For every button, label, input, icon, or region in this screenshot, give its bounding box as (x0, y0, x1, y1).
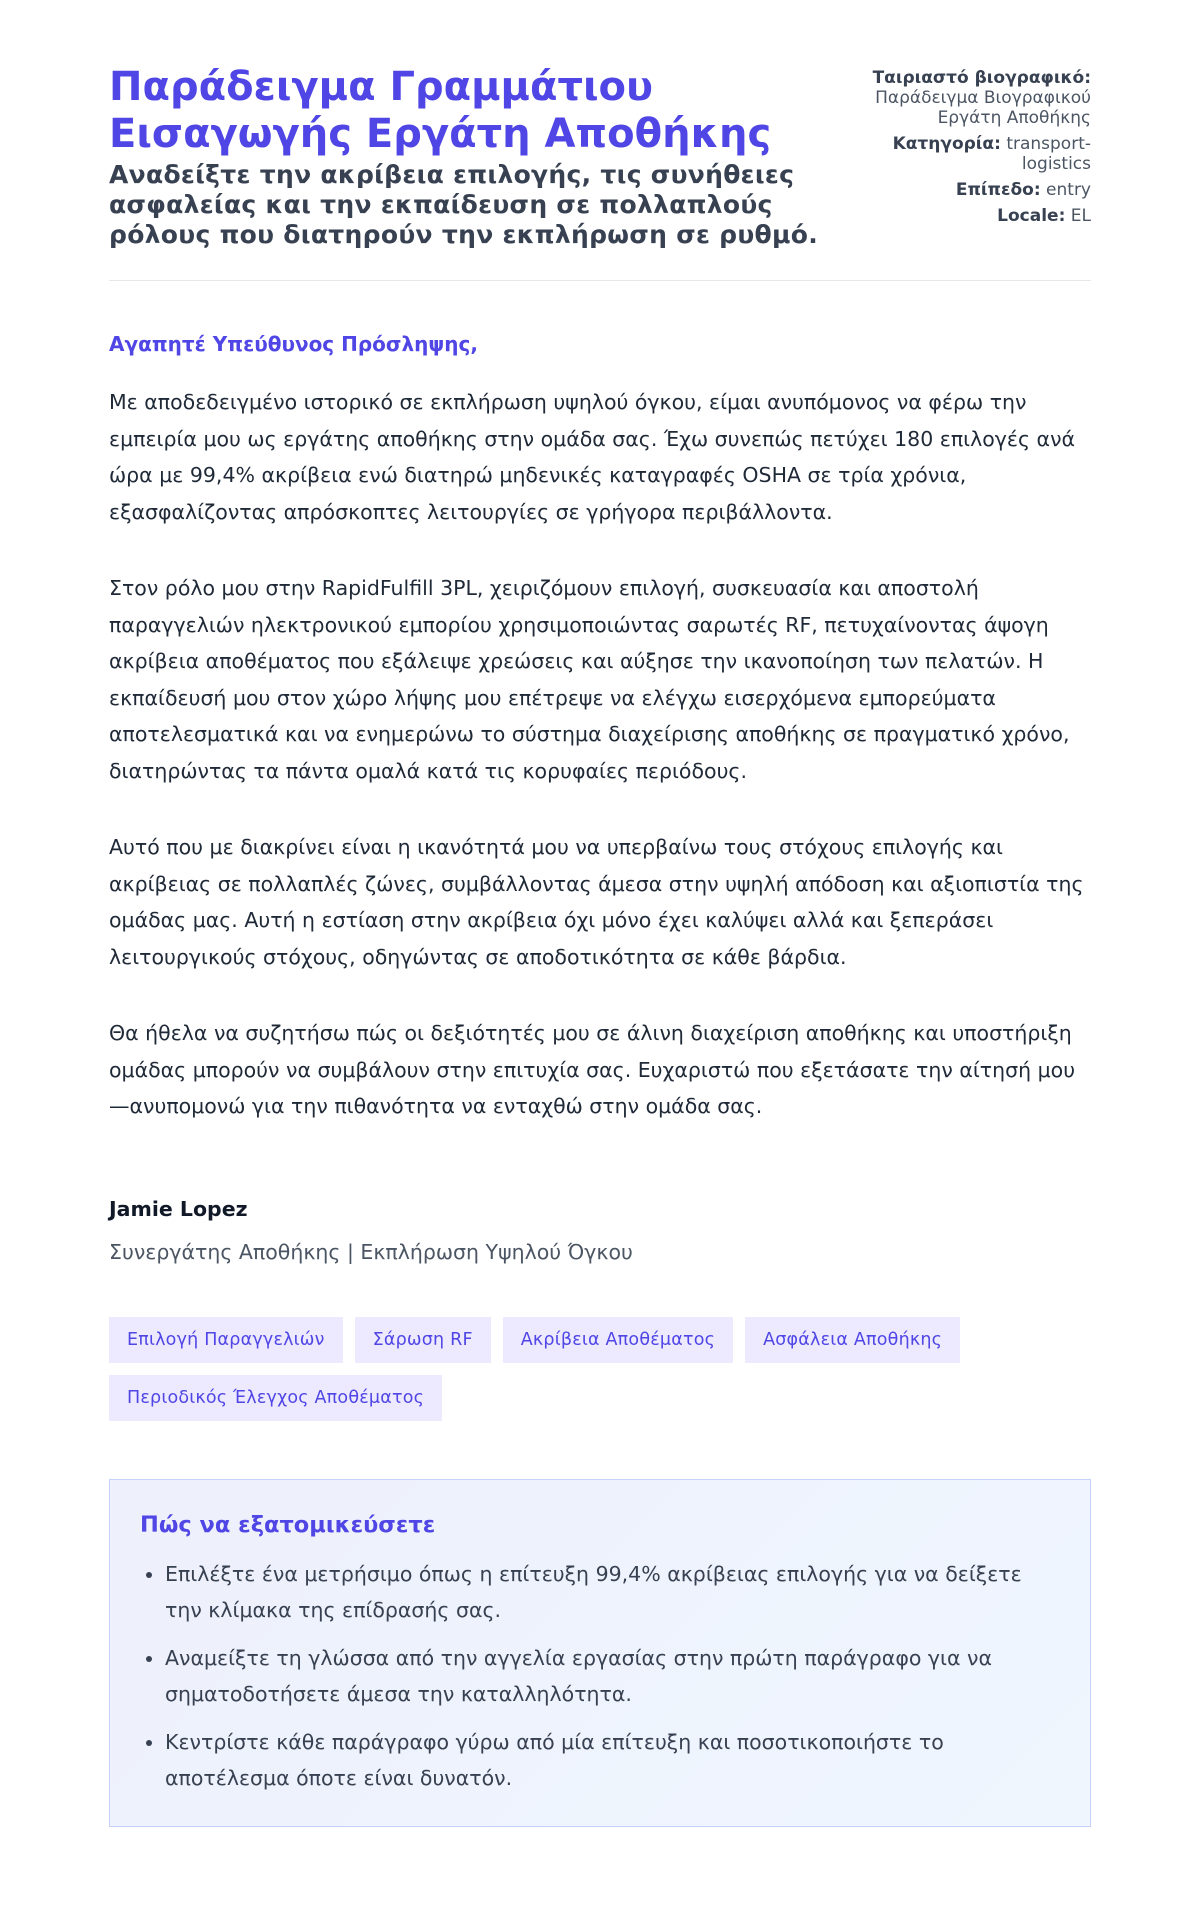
skill-tag: Σάρωση RF (355, 1317, 491, 1363)
letter-body (109, 330, 1091, 1125)
letter-paragraph: Θα ήθελα να συζητήσω πώς οι δεξιότητές μου σε άλινη διαχείριση αποθήκης και υποστήριξη ομάδας μπορούν να συμβάλουν στην επιτυχία σας. Ευχαριστώ που εξετάσατε την αίτησή μου—ανυπομονώ για την πιθανότητα να ενταχθώ στην ομάδα σας. (109, 1021, 1076, 1118)
skill-tag: Ασφάλεια Αποθήκης (745, 1317, 960, 1363)
meta-category-key: Κατηγορία: (892, 134, 1001, 154)
signature-name: Jamie Lopez (109, 1196, 248, 1221)
meta-locale-key: Locale: (997, 206, 1066, 226)
tips-item: • Επιλέξτε ένα μετρήσιμο όπως η επίτευξη 99,4% ακρίβειας επιλογής για να δείξετε την κλίμακα της επίδρασής σας. (165, 1556, 1060, 1628)
tips-item: • Αναμείξτε τη γλώσσα από την αγγελία εργασίας στην πρώτη παράγραφο για να σηματοδοτήσετε άμεσα την καταλληλότητα. (165, 1640, 1060, 1712)
meta-resume-value: Παράδειγμα Βιογραφικού Εργάτη Αποθήκης (875, 88, 1091, 128)
tips-item: • Κεντρίστε κάθε παράγραφο γύρω από μία επίτευξη και ποσοτικοποιήστε το αποτέλεσμα όποτε είναι δυνατόν. (165, 1724, 1060, 1796)
tips-box (109, 1479, 1091, 1827)
page-header (109, 64, 1091, 281)
meta-locale-value: EL (1070, 206, 1091, 226)
meta-resume-key: Ταιριαστό βιογραφικό: (872, 68, 1091, 88)
meta-resume (861, 68, 1091, 128)
salutation: Αγαπητέ Υπεύθυνος Πρόσληψης, (109, 332, 478, 356)
meta-panel (861, 68, 1091, 232)
letter-paragraph: Με αποδεδειγμένο ιστορικό σε εκπλήρωση υψηλού όγκου, είμαι ανυπόμονος να φέρω την εμπειρία μου ως εργάτης αποθήκης στην ομάδα σας. Έχω συνεπώς πετύχει 180 επιλογές ανά ώρα με 99,4% ακρίβεια ενώ διατηρώ μηδενικές καταγραφές OSHA σε τρία χρόνια, εξασφαλίζοντας απρόσκοπτες λειτουργίες σε γρήγορα περιβάλλοντα. (109, 390, 1076, 524)
header-titles (109, 64, 849, 250)
page-subtitle: Αναδείξτε την ακρίβεια επιλογής, τις συνήθειες ασφαλείας και την εκπαίδευση σε πολλαπλούς ρόλους που διατηρούν την εκπλήρωση σε ρυθμό. (109, 160, 819, 249)
letter-paragraph: Στον ρόλο μου στην RapidFulfill 3PL, χειριζόμουν επιλογή, συσκευασία και αποστολή παραγγελιών ηλεκτρονικού εμπορίου χρησιμοποιώντας σαρωτές RF, πετυχαίνοντας άψογη ακρίβεια αποθέματος που εξάλειψε χρεώσεις και αύξησε την ικανοποίηση των πελατών. Η εκπαίδευσή μου στον χώρο λήψης μου επέτρεψε να ελέγχω εισερχόμενα εμπορεύματα αποτελεσματικά και να ενημερώνω το σύστημα διαχείρισης αποθήκης σε πραγματικό χρόνο, διατηρώντας τα πάντα ομαλά κατά τις κορυφαίες περιόδους. (109, 576, 1070, 783)
tips-list (140, 1556, 1060, 1796)
meta-level (861, 180, 1091, 200)
meta-locale (861, 206, 1091, 226)
meta-category (861, 134, 1091, 174)
signature-block (109, 1194, 1091, 1267)
meta-level-value: entry (1046, 180, 1091, 200)
letter-paragraph: Αυτό που με διακρίνει είναι η ικανότητά μου να υπερβαίνω τους στόχους επιλογής και ακρίβειας σε πολλαπλές ζώνες, συμβάλλοντας άμεσα στην υψηλή απόδοση και αξιοπιστία της ομάδας μας. Αυτή η εστίαση στην ακρίβεια όχι μόνο έχει καλύψει αλλά και ξεπεράσει λειτουργικούς στόχους, οδηγώντας σε αποδοτικότητα σε κάθε βάρδια. (109, 835, 1084, 969)
page-title: Παράδειγμα Γραμμάτιου Εισαγωγής Εργάτη Αποθήκης (109, 64, 772, 157)
meta-level-key: Επίπεδο: (955, 180, 1041, 200)
tips-title: Πώς να εξατομικεύσετε (140, 1511, 436, 1538)
skill-tag: Ακρίβεια Αποθέματος (503, 1317, 733, 1363)
skill-tag: Περιοδικός Έλεγχος Αποθέματος (109, 1375, 442, 1421)
skill-tags (109, 1317, 1009, 1421)
meta-category-value: transport-logistics (1006, 134, 1091, 174)
skill-tag: Επιλογή Παραγγελιών (109, 1317, 343, 1363)
signature-role: Συνεργάτης Αποθήκης | Εκπλήρωση Υψηλού Όγκου (109, 1239, 633, 1264)
